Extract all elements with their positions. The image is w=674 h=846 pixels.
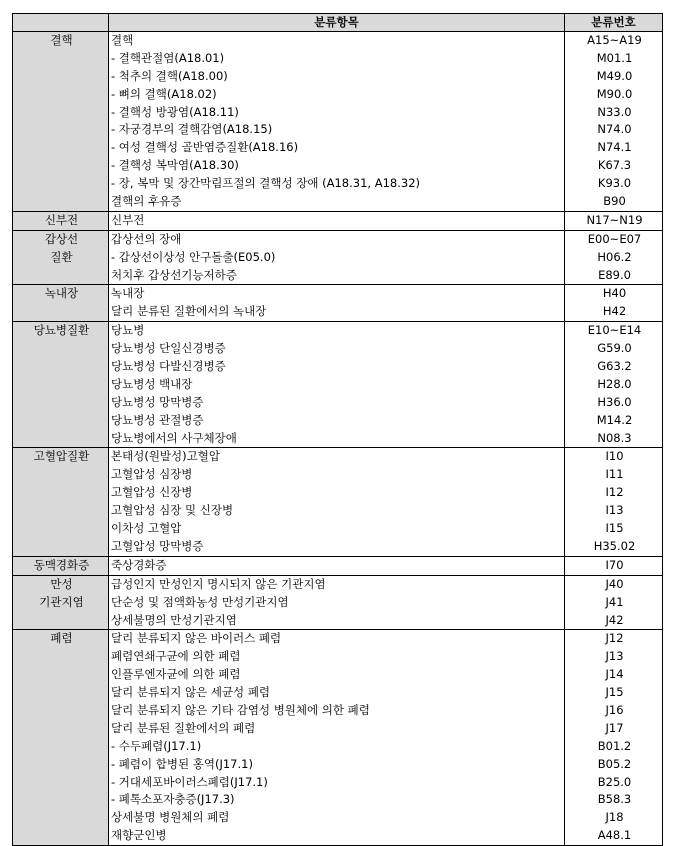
item-code: I15 xyxy=(605,521,624,536)
group-label xyxy=(13,448,109,556)
item-code: H06.2 xyxy=(597,249,632,264)
item-name: 죽상경화증 xyxy=(111,557,167,572)
item-name: 이차성 고혈압 xyxy=(111,521,182,536)
table-row xyxy=(13,32,663,212)
group-label-line: 만성 xyxy=(50,576,73,591)
group-items xyxy=(109,448,565,556)
header-row xyxy=(13,14,663,32)
item-name: 결핵 xyxy=(111,33,134,47)
group-label-line: 녹내장 xyxy=(44,286,79,301)
item-code: M49.0 xyxy=(596,68,633,83)
item-name: - 갑상선이상성 안구돌출(E05.0) xyxy=(111,249,276,264)
group-items xyxy=(109,211,565,230)
item-code: N08.3 xyxy=(597,430,632,445)
table-row xyxy=(13,448,663,556)
item-code: M14.2 xyxy=(596,412,633,427)
table-row xyxy=(13,630,663,846)
item-code: H35.02 xyxy=(593,538,636,553)
item-code: H40 xyxy=(602,286,627,301)
group-label xyxy=(13,575,109,630)
item-code: E00~E07 xyxy=(587,231,642,246)
item-code: J14 xyxy=(605,667,624,682)
item-name: 달리 분류되지 않은 기타 감염성 병원체에 의한 폐렴 xyxy=(111,702,370,717)
group-items xyxy=(109,230,565,285)
item-name: 당뇨병에서의 사구체장애 xyxy=(111,430,237,445)
item-name: - 결핵성 방광염(A18.11) xyxy=(111,104,239,119)
item-name: - 폐렴이 합병된 홍역(J17.1) xyxy=(111,756,253,771)
group-codes xyxy=(565,448,663,556)
item-code: H36.0 xyxy=(597,394,632,409)
item-code: B90 xyxy=(603,194,626,209)
table-row xyxy=(13,285,663,322)
table-row xyxy=(13,556,663,575)
item-name: 당뇨병성 관절병증 xyxy=(111,412,204,427)
group-label xyxy=(13,285,109,322)
item-code: G59.0 xyxy=(597,341,632,356)
item-name: 상세불명의 만성기관지염 xyxy=(111,612,237,627)
item-name: 상세불명 병원체의 폐렴 xyxy=(111,810,230,825)
item-code: I70 xyxy=(605,557,624,572)
group-codes xyxy=(565,230,663,285)
item-code: B58.3 xyxy=(597,792,632,807)
group-items xyxy=(109,322,565,448)
item-code: N74.1 xyxy=(597,140,632,155)
group-codes xyxy=(565,556,663,575)
item-code: M01.1 xyxy=(596,50,633,65)
group-codes xyxy=(565,285,663,322)
item-name: 달리 분류된 질환에서의 폐렴 xyxy=(111,720,256,735)
group-label-line: 폐렴 xyxy=(50,631,73,646)
item-code: N33.0 xyxy=(597,104,632,119)
item-name: 처치후 갑상선기능저하증 xyxy=(111,267,237,282)
table-row xyxy=(13,230,663,285)
group-label xyxy=(13,211,109,230)
item-code: K67.3 xyxy=(597,158,632,173)
item-name: 달리 분류된 질환에서의 녹내장 xyxy=(111,304,267,319)
item-code: J13 xyxy=(605,649,624,664)
group-codes xyxy=(565,322,663,448)
item-code: H42 xyxy=(602,304,627,319)
item-code: J41 xyxy=(605,594,624,609)
item-code: I12 xyxy=(605,485,624,500)
item-name: 당뇨병성 다발신경병증 xyxy=(111,359,226,374)
item-name: 당뇨병성 단일신경병증 xyxy=(111,341,226,356)
group-codes xyxy=(565,575,663,630)
item-name: 고혈압성 심장 및 신장병 xyxy=(111,503,234,518)
item-code: N74.0 xyxy=(597,122,632,137)
item-name: - 폐톡소포자충증(J17.3) xyxy=(111,792,235,807)
group-codes xyxy=(565,32,663,212)
item-code: I11 xyxy=(605,467,624,482)
item-code: A48.1 xyxy=(597,828,632,843)
group-label-line: 동맥경화증 xyxy=(33,557,90,572)
item-code: N17~N19 xyxy=(586,212,643,227)
group-label xyxy=(13,630,109,846)
item-code: E89.0 xyxy=(598,267,631,282)
item-code: A15~A19 xyxy=(587,33,642,47)
group-items xyxy=(109,630,565,846)
group-label-line: 고혈압질환 xyxy=(33,449,90,464)
header-code: 분류번호 xyxy=(565,14,663,32)
item-code: J17 xyxy=(605,720,624,735)
item-name: - 척추의 결핵(A18.00) xyxy=(111,68,228,83)
item-code: K93.0 xyxy=(597,176,632,191)
item-code: J15 xyxy=(605,685,624,700)
group-label-line: 질환 xyxy=(50,249,73,264)
group-items xyxy=(109,575,565,630)
group-label xyxy=(13,32,109,212)
item-code: H28.0 xyxy=(597,376,632,391)
group-label xyxy=(13,556,109,575)
group-label-line: 기관지염 xyxy=(39,594,84,609)
item-name: 고혈압성 심장병 xyxy=(111,467,193,482)
item-name: 결핵의 후유증 xyxy=(111,194,182,209)
table-row xyxy=(13,322,663,448)
item-code: G63.2 xyxy=(597,359,632,374)
item-code: J18 xyxy=(605,810,624,825)
group-label xyxy=(13,322,109,448)
item-name: 달리 분류되지 않은 바이러스 폐렴 xyxy=(111,631,282,646)
item-code: B05.2 xyxy=(597,756,632,771)
group-label-line: 갑상선 xyxy=(44,231,79,246)
group-items xyxy=(109,285,565,322)
header-category xyxy=(13,14,109,32)
group-label-line: 결핵 xyxy=(50,33,73,47)
group-items xyxy=(109,556,565,575)
item-code: B01.2 xyxy=(597,738,632,753)
item-name: 당뇨병성 백내장 xyxy=(111,376,193,391)
item-name: - 거대세포바이러스폐렴(J17.1) xyxy=(111,774,268,789)
group-codes xyxy=(565,211,663,230)
item-code: I10 xyxy=(605,449,624,464)
group-label-line: 당뇨병질환 xyxy=(33,323,90,338)
item-code: J12 xyxy=(605,631,624,646)
item-name: 녹내장 xyxy=(111,286,145,301)
group-label xyxy=(13,230,109,285)
classification-table xyxy=(12,13,663,846)
item-name: - 여성 결핵성 골반염증질환(A18.16) xyxy=(111,140,299,155)
item-code: E10~E14 xyxy=(587,323,642,338)
item-name: - 뼈의 결핵(A18.02) xyxy=(111,86,217,101)
table-body xyxy=(13,32,663,846)
table-row xyxy=(13,211,663,230)
item-code: J16 xyxy=(605,702,624,717)
item-code: M90.0 xyxy=(596,86,633,101)
item-name: 급성인지 만성인지 명시되지 않은 기관지염 xyxy=(111,576,326,591)
item-name: 갑상선의 장애 xyxy=(111,231,182,246)
group-codes xyxy=(565,630,663,846)
item-code: I13 xyxy=(605,503,624,518)
item-name: 달리 분류되지 않은 세균성 폐렴 xyxy=(111,685,271,700)
item-name: - 결핵성 복막염(A18.30) xyxy=(111,158,239,173)
item-code: J40 xyxy=(605,576,624,591)
item-name: 폐렴연쇄구균에 의한 폐렴 xyxy=(111,649,241,664)
item-code: J42 xyxy=(605,612,624,627)
item-code: B25.0 xyxy=(597,774,632,789)
item-name: 당뇨병성 망막병증 xyxy=(111,394,204,409)
table-row xyxy=(13,575,663,630)
group-items xyxy=(109,32,565,212)
item-name: - 결핵관절염(A18.01) xyxy=(111,50,225,65)
item-name: 인플루엔자균에 의한 폐렴 xyxy=(111,667,241,682)
item-name: - 자궁경부의 결핵감염(A18.15) xyxy=(111,122,273,137)
item-name: 당뇨병 xyxy=(111,323,145,338)
item-name: - 수두폐렴(J17.1) xyxy=(111,738,202,753)
item-name: - 장, 복막 및 장간막림프절의 결핵성 장애 (A18.31, A18.32) xyxy=(111,176,420,191)
group-label-line: 신부전 xyxy=(44,212,79,227)
item-name: 재향군인병 xyxy=(111,828,167,843)
item-name: 본태성(원발성)고혈압 xyxy=(111,449,220,464)
item-name: 고혈압성 신장병 xyxy=(111,485,193,500)
item-name: 고혈압성 망막병증 xyxy=(111,538,204,553)
item-name: 신부전 xyxy=(111,212,145,227)
item-name: 단순성 및 점액화농성 만성기관지염 xyxy=(111,594,289,609)
header-item: 분류항목 xyxy=(109,14,565,32)
